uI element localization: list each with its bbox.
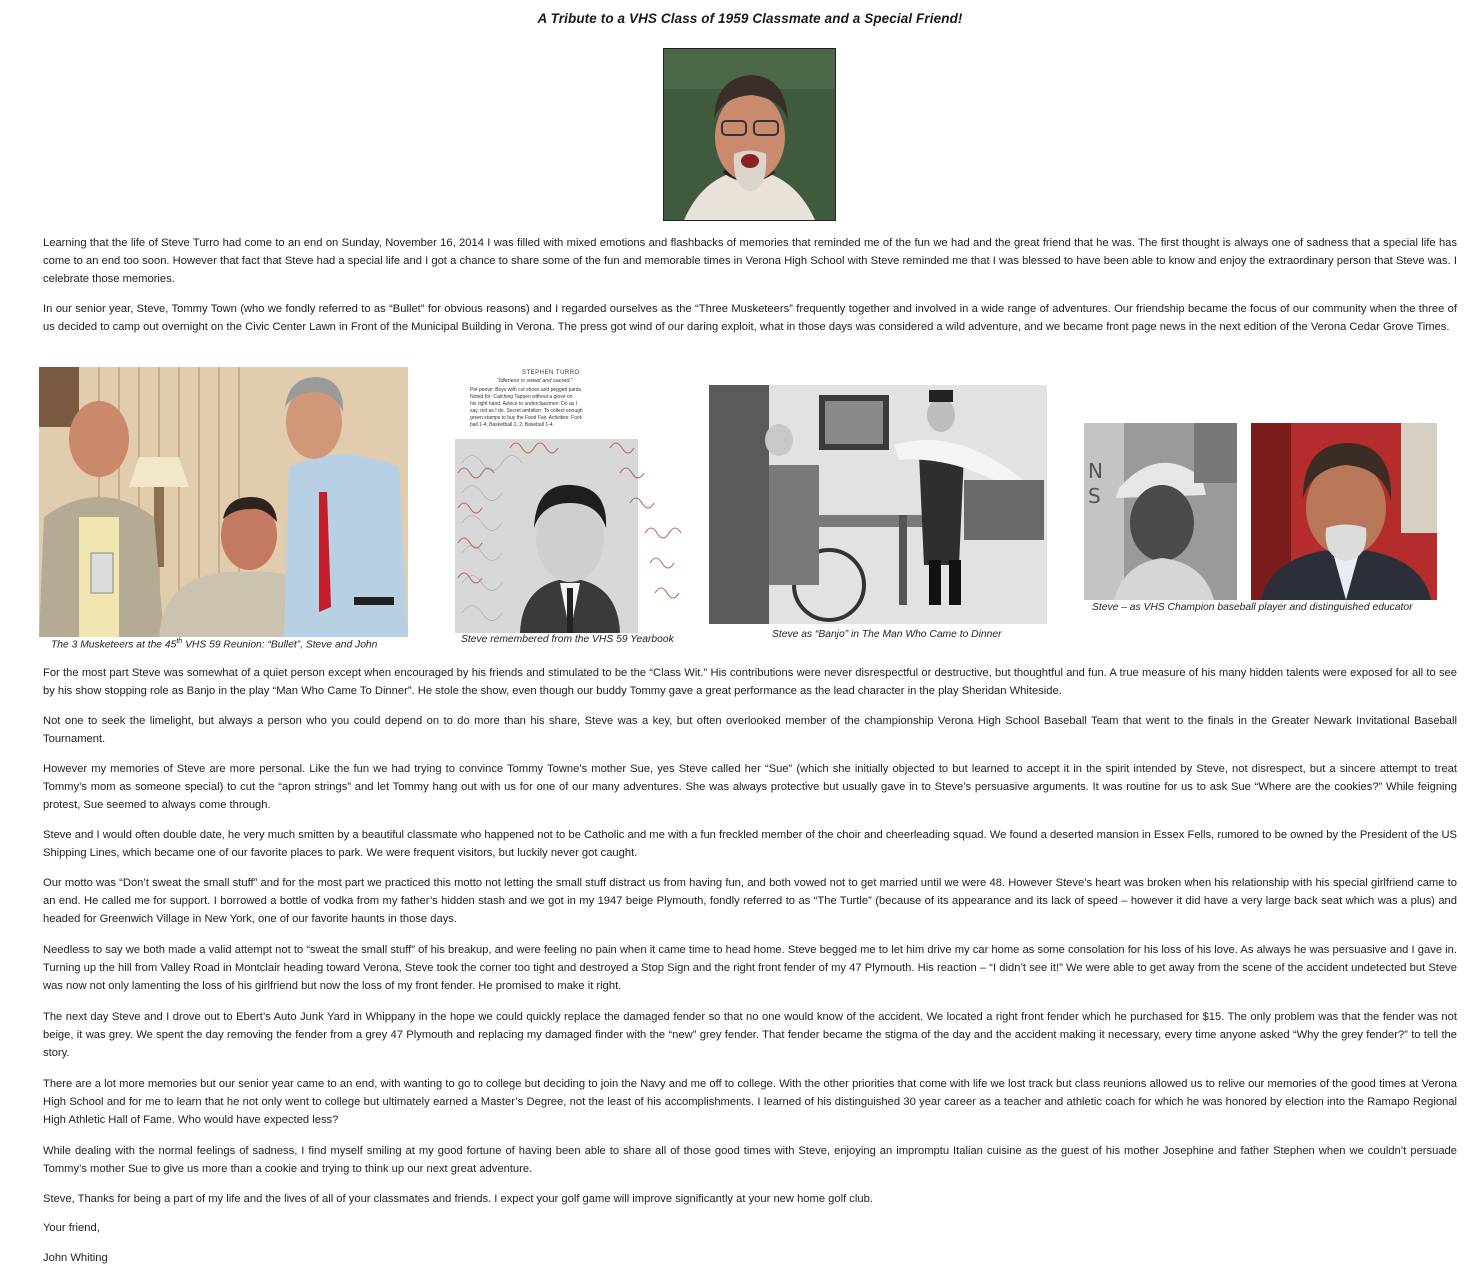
baseball-photo xyxy=(1084,423,1237,600)
paragraph-1: Learning that the life of Steve Turro had come to an end on Sunday, November 16, 2014 I was filled with mixed emotions and flashbacks of memories that reminded me of the fun we had and the great friend that he was. The first thought is always one of sadness that a special life has come to an end too soon. However that fact that Steve had a special life and I got a chance to share some of the fun and memorable times in Verona High School with Steve reminded me that I was blessed to have been able to know and enjoy the extraordinary person that Steve was. I celebrate those memories. xyxy=(43,237,1457,286)
paragraph-5: However my memories of Steve are more personal. Like the fun we had trying to convince Tommy Towne’s mother Sue, yes Steve called her “Sue” (which she initially objected to but learned to accept it in the spirit intended by Steve, not disrespect, but a sincere attempt to treat Tommy’s mom as someone special) to cut the “apron strings” and let Tommy hang out with us for one of our many adventures. She was always protective but usually gave in to Steve’s persuasive arguments. It was routine for us to ask Sue “Where are the cookies?” While feigning protest, Sue seemed to always come through. xyxy=(43,763,1457,812)
signature-name: John Whiting xyxy=(43,1252,108,1264)
paragraph-10: There are a lot more memories but our senior year came to an end, with wanting to go to college but deciding to join the Navy and me off to college. With the other priorities that come with life we lost track but class reunions allowed us to relive our memories of the good times at Verona High School and for me to learn that he not only went to college but ultimately earned a Master’s Degree, not the least of his accomplishments. I learned of his distinguished 30 year career as a teacher and athletic coach for which he was honored by election into the Ramapo Regional High Athletic Hall of Fame. Who would have expected less? xyxy=(43,1078,1457,1127)
baseball-caption: Steve – as VHS Champion baseball player and distinguished educator xyxy=(1092,602,1413,613)
paragraph-7: Our motto was “Don’t sweat the small stuff” and for the most part we practiced this motto not letting the small stuff distract us from having fun, and both vowed not to get married until we were 48. However Steve’s heart was broken when his relationship with his special girlfriend came to an end. He called me for support. I borrowed a bottle of vodka from my father’s hidden stash and we got in my 1947 beige Plymouth, fondly referred to as “The Turtle” (because of its appearance and its lack of speed – however it did have a very large back seat which was a plus) and headed for Greenwich Village in New York, one of our favorite haunts in those days. xyxy=(43,877,1457,926)
play-caption: Steve as “Banjo” in The Man Who Came to Dinner xyxy=(772,629,1002,640)
svg-text:N: N xyxy=(1088,459,1103,483)
yearbook-quote: “Idleness is sweet and sacred.” xyxy=(497,378,573,384)
play-photo xyxy=(709,385,1047,624)
closing-salutation: Your friend, xyxy=(43,1222,100,1234)
yearbook-clipping xyxy=(450,368,700,633)
paragraph-4: Not one to seek the limelight, but always a person who you could depend on to do more than his share, Steve was a key, but often overlooked member of the championship Verona High School Baseball Team that went to the finals in the Greater Newark Invitational Baseball Tournament. xyxy=(43,715,1457,746)
paragraph-9: The next day Steve and I drove out to Ebert’s Auto Junk Yard in Whippany in the hope we could quickly replace the damaged fender so that no one would know of the accident. We located a right front fender which he purchased for $15. The only problem was that the fender was not beige, it was grey. We spent the day removing the fender from a grey 47 Plymouth and replacing my damaged finder with the “new” grey fender. That fender became the stigma of the day and the accident making it necessary, every time anyone asked “Why the grey fender?” to tell the story. xyxy=(43,1011,1457,1060)
steve-portrait-photo xyxy=(663,48,836,221)
svg-text:S: S xyxy=(1088,484,1101,508)
paragraph-11: While dealing with the normal feelings of sadness, I find myself smiling at my good fortune of having been able to share all of those good times with Steve, enjoying an impromptu Italian cuisine as the guest of his mother Josephine and father Stephen when we couldn’t persuade Tommy’s mother Sue to give us more than a cookie and trying to think up our next great adventure. xyxy=(43,1145,1457,1176)
reunion-photo xyxy=(39,367,408,637)
yearbook-bio: Pet peeve: Boys with cut shoes and pegged pants. Noted for: Catching Tappen without a glove on his right hand. Advice to underclassmen: Do as I say, not as I do. Secret ambition: To collect enough green stamps to buy the Food Fair. Activities: Foot- ball 1-4; Basketball 1, 2; Baseball 1-4. xyxy=(470,387,583,428)
paragraph-6: Steve and I would often double date, he very much smitten by a beautiful classmate who happened not to be Catholic and me with a fun freckled member of the choir and cheerleading squad. We found a deserted mansion in Essex Fells, rumored to be owned by the President of the US Shipping Lines, which became one of our favorite places to park. We were frequent visitors, but luckily never got caught. xyxy=(43,829,1457,860)
paragraph-3: For the most part Steve was somewhat of a quiet person except when encouraged by his friends and stimulated to be the “Class Wit.” His contributions were never disrespectful or destructive, but thoughtful and fun. A true measure of his many hidden talents were exposed for all to see by his show stopping role as Banjo in the play “Man Who Came To Dinner”. He stole the show, even though our buddy Tommy gave a great performance as the lead character in the play Sheridan Whiteside. xyxy=(43,667,1457,698)
reunion-caption: The 3 Musketeers at the 45th VHS 59 Reunion: “Bullet”, Steve and John xyxy=(51,638,378,651)
yearbook-caption: Steve remembered from the VHS 59 Yearbook xyxy=(461,634,674,645)
yearbook-name: STEPHEN TURRO xyxy=(522,370,580,376)
paragraph-12: Steve, Thanks for being a part of my life and the lives of all of your classmates and friends. I expect your golf game will improve significantly at your new home golf club. xyxy=(43,1193,873,1205)
paragraph-8: Needless to say we both made a valid attempt not to “sweat the small stuff” of his breakup, and were feeling no pain when it came time to head home. Steve begged me to let him drive my car home as some consolation for his loss of his love. As always he was persuasive and I gave in. Turning up the hill from Valley Road in Montclair heading toward Verona, Steve took the corner too tight and destroyed a Stop Sign and the right front fender of my 47 Plymouth. His reaction – “I didn’t see it!” We were able to get away from the scene of the accident undetected but Steve was now not only lamenting the loss of his girlfriend but now the loss of my front fender. He promised to make it right. xyxy=(43,944,1457,993)
page-title: A Tribute to a VHS Class of 1959 Classmate and a Special Friend! xyxy=(537,11,963,26)
educator-photo xyxy=(1251,423,1437,600)
paragraph-2: In our senior year, Steve, Tommy Town (who we fondly referred to as “Bullet” for obvious reasons) and I regarded ourselves as the “Three Musketeers” frequently together and involved in a wide range of adventures. Our friendship became the focus of our community when the three of us decided to camp out overnight on the Civic Center Lawn in Front of the Municipal Building in Verona. The press got wind of our daring exploit, what in those days was considered a wild adventure, and we became front page news in the next edition of the Verona Cedar Grove Times. xyxy=(43,303,1457,334)
